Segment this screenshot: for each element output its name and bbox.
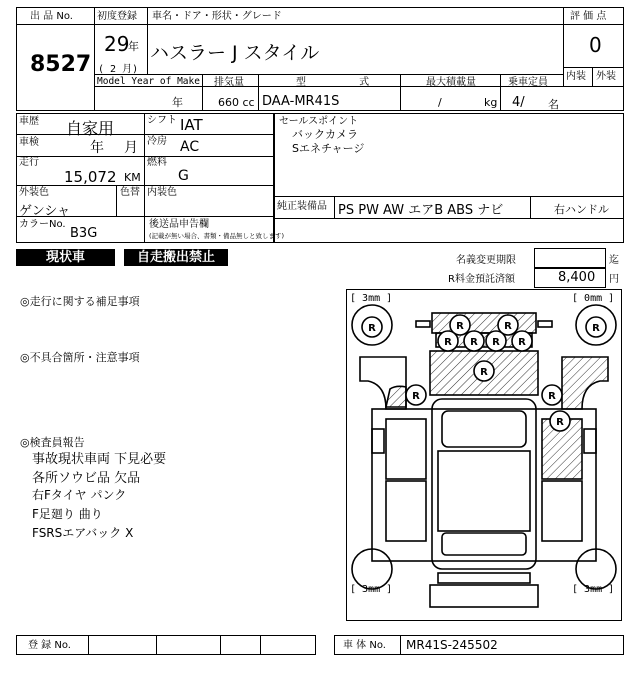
ext-color-label: 外装色 xyxy=(19,187,49,198)
svg-text:R: R xyxy=(470,337,478,348)
capacity: 4/ xyxy=(512,95,525,110)
sales-point: バックカメラ xyxy=(292,128,358,141)
reg-year: 29 xyxy=(104,32,130,56)
door-front-left xyxy=(386,419,426,479)
svg-text:R: R xyxy=(504,321,512,332)
divider xyxy=(16,134,274,135)
rear-window xyxy=(442,533,526,555)
recycle-unit: 円 xyxy=(609,274,619,285)
as-is-badge: 現状車 xyxy=(16,249,115,266)
divider xyxy=(88,635,89,655)
front-bumper xyxy=(432,313,536,333)
inspector-title: ◎検査員報告 xyxy=(20,436,85,449)
model-year-label: Model Year of Make xyxy=(97,76,200,87)
sales-point: Sエネチャージ xyxy=(292,142,365,155)
divider xyxy=(274,218,624,219)
divider xyxy=(563,7,564,86)
defects-title: ◎不具合箇所・注意事項 xyxy=(20,351,140,364)
equipment: PS PW AW エアB ABS ナビ xyxy=(338,203,504,218)
roof xyxy=(438,451,530,531)
int-color-label: 内装色 xyxy=(147,187,177,198)
windshield xyxy=(442,411,526,447)
svg-text:R: R xyxy=(592,323,600,334)
tread-rr: [ 3mm ] xyxy=(572,584,615,595)
inspector-line: F足廻り 曲り xyxy=(32,507,103,521)
ac: AC xyxy=(180,139,200,155)
reg-month: ( 2 月) xyxy=(98,64,139,75)
divider xyxy=(258,74,259,111)
svg-text:R: R xyxy=(480,367,488,378)
car-name: ハスラー J スタイル xyxy=(150,42,320,64)
shift-label: シフト xyxy=(147,115,177,126)
exterior-label: 外装 xyxy=(596,71,616,82)
cabin xyxy=(432,399,536,569)
divider xyxy=(156,635,157,655)
mileage-label: 走行 xyxy=(19,157,39,168)
capacity-label: 乗車定員 xyxy=(508,77,548,88)
report-note: (記載が無い場合、書類・備品無しと致します) xyxy=(149,232,285,240)
report-label: 後送品申告欄 xyxy=(149,219,209,230)
divider xyxy=(260,635,261,655)
max-load-label: 最大積載量 xyxy=(426,77,476,88)
name-change-box xyxy=(534,248,606,268)
sales-label: セールスポイント xyxy=(279,116,359,127)
displacement: 660 cc xyxy=(218,96,255,109)
divider xyxy=(147,7,148,74)
mileage-unit: KM xyxy=(124,171,141,184)
history: 自家用 xyxy=(66,119,115,138)
capacity-unit: 名 xyxy=(548,98,559,111)
divider xyxy=(592,67,593,86)
ac-label: 冷房 xyxy=(147,136,167,147)
mileage: 15,072 xyxy=(64,168,117,186)
divider xyxy=(500,74,501,111)
divider xyxy=(16,185,274,186)
color-code-label: カラーNo. xyxy=(19,219,66,230)
model-code: DAA-MR41S xyxy=(262,94,340,109)
no-self-drive-badge: 自走搬出禁止 xyxy=(124,249,228,266)
divider xyxy=(94,7,95,111)
divider xyxy=(202,74,203,111)
divider xyxy=(530,196,531,218)
fuel-label: 燃料 xyxy=(147,157,167,168)
equipment-label: 純正装備品 xyxy=(277,201,327,212)
recycle-amount: 8,400 xyxy=(558,270,596,285)
reg-year-unit: 年 xyxy=(128,40,139,53)
reg-no-label: 登 録 No. xyxy=(28,640,71,651)
inspector-line: FSRSエアバック X xyxy=(32,526,134,540)
interior-label: 内装 xyxy=(566,71,586,82)
divider xyxy=(274,196,624,197)
svg-text:R: R xyxy=(444,337,452,348)
name-change-unit: 迄 xyxy=(609,255,619,266)
history-label: 車歴 xyxy=(19,116,39,127)
divider xyxy=(144,113,145,243)
rear-bumper xyxy=(430,585,538,607)
inspector-line: 各所ソウビ品 欠品 xyxy=(32,471,141,486)
inspector-line: 右Fタイヤ パンク xyxy=(32,488,127,502)
rating-label: 評 価 点 xyxy=(570,11,607,22)
svg-text:R: R xyxy=(412,391,420,402)
svg-text:R: R xyxy=(456,321,464,332)
rating: 0 xyxy=(589,33,602,57)
inspection-month: 月 xyxy=(124,140,138,156)
divider xyxy=(94,74,563,75)
tread-fr: [ 0mm ] xyxy=(572,293,615,304)
fuel: G xyxy=(178,168,189,184)
svg-text:R: R xyxy=(556,417,564,428)
first-reg-label: 初度登録 xyxy=(97,11,137,22)
name-change-label: 名義変更期限 xyxy=(456,255,516,266)
door-rear-left xyxy=(386,481,426,541)
svg-text:R: R xyxy=(548,391,556,402)
model-label: 型 式 xyxy=(296,77,370,88)
lot-no-label: 出 品 No. xyxy=(30,11,73,22)
divider xyxy=(16,156,274,157)
inspector-line: 事故現状車両 下見必要 xyxy=(32,452,167,467)
lot-no: 8527 xyxy=(30,52,92,77)
color-no-label: 色替 xyxy=(120,187,140,198)
model-year-unit: 年 xyxy=(172,96,183,109)
steering: 右ハンドル xyxy=(554,203,609,216)
svg-text:R: R xyxy=(368,323,376,334)
divider xyxy=(334,196,335,218)
shift: IAT xyxy=(180,116,203,134)
tread-fl: [ 3mm ] xyxy=(350,293,393,304)
tread-rl: [ 3mm ] xyxy=(350,584,393,595)
recycle-label: R料金預託済額 xyxy=(448,274,515,285)
divider xyxy=(563,67,624,68)
divider xyxy=(220,635,221,655)
car-diagram xyxy=(346,289,622,621)
color-code: B3G xyxy=(70,226,98,241)
inspection-label: 車検 xyxy=(19,137,39,148)
max-load: / xyxy=(438,96,442,109)
divider xyxy=(400,635,401,655)
svg-text:R: R xyxy=(518,337,526,348)
svg-text:R: R xyxy=(492,337,500,348)
chassis-label: 車 体 No. xyxy=(343,640,386,651)
driving-notes-title: ◎走行に関する補足事項 xyxy=(20,295,140,308)
max-load-unit: kg xyxy=(484,96,498,109)
front-fender-left-hatch xyxy=(386,386,406,407)
divider xyxy=(400,74,401,111)
car-name-label: 車名・ドア・形状・グレード xyxy=(152,11,282,22)
inspection-year: 年 xyxy=(90,140,104,156)
front-fender-right xyxy=(562,357,608,409)
divider xyxy=(116,185,117,216)
divider xyxy=(16,24,624,25)
ext-color: ゲンシャ xyxy=(19,204,71,219)
door-rear-right xyxy=(542,481,582,541)
chassis-no: MR41S-245502 xyxy=(406,638,498,652)
displacement-label: 排気量 xyxy=(214,77,244,88)
